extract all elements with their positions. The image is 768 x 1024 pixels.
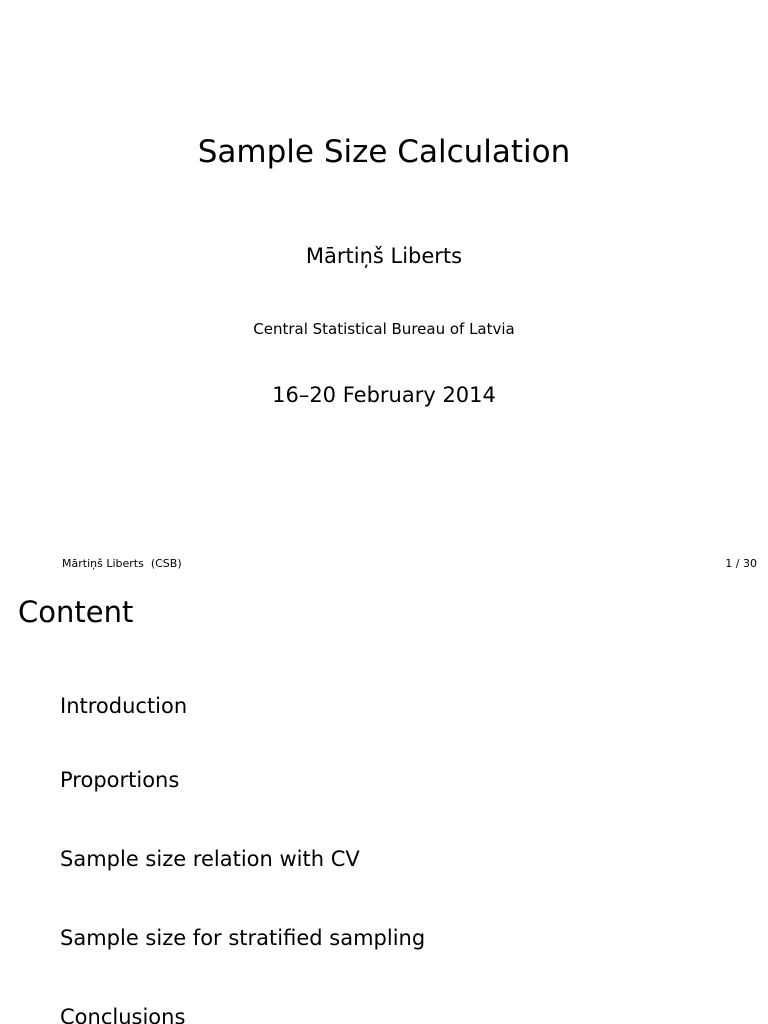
presentation-date: 16–20 February 2014 [272,383,496,407]
footer-author: Mārtiņš Liberts (CSB) [62,557,182,570]
author-name: Mārtiņš Liberts [305,244,463,268]
content-title: Content [18,595,134,629]
toc-item-stratified-sampling[interactable]: Sample size for stratified sampling [60,926,426,950]
toc-item-introduction[interactable]: Introduction [60,694,188,718]
institute-name: Central Statistical Bureau of Latvia [253,320,515,338]
toc-item-sample-size-cv[interactable]: Sample size relation with CV [60,847,360,871]
presentation-title: Sample Size Calculation [197,134,571,170]
page-number: 1 / 30 [725,557,757,570]
content-slide [0,578,768,1024]
toc-item-conclusions[interactable]: Conclusions [60,1005,186,1024]
toc-item-proportions[interactable]: Proportions [60,768,180,792]
